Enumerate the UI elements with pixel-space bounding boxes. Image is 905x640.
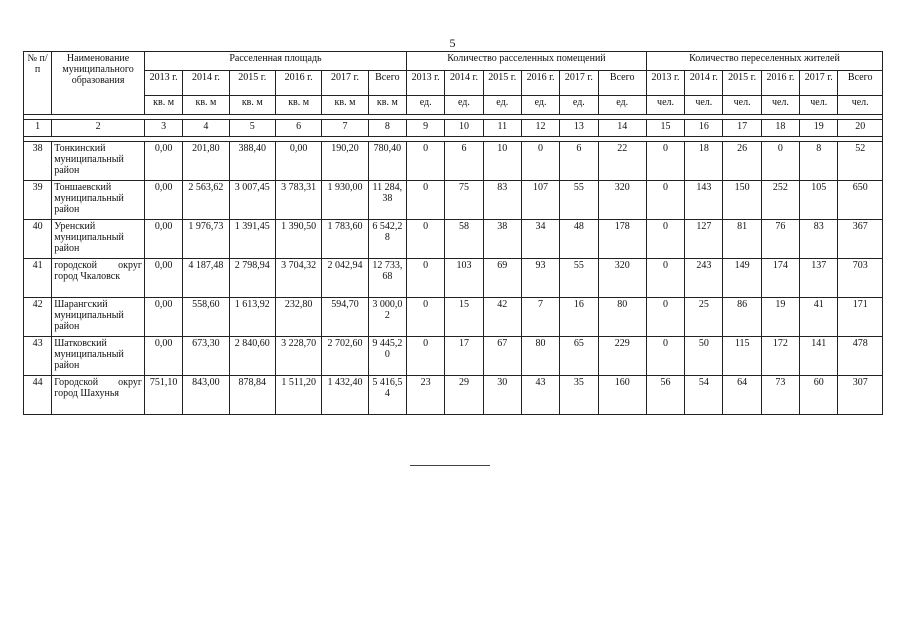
value-cell: 3 783,31 (275, 181, 321, 220)
value-cell: 34 (521, 220, 559, 259)
value-cell: 69 (483, 259, 521, 298)
value-cell: 171 (838, 298, 883, 337)
column-number: 16 (685, 120, 723, 137)
value-cell: 1 783,60 (322, 220, 368, 259)
unit-header: чел. (761, 96, 799, 115)
year-header: Всего (598, 71, 646, 96)
value-cell: 0,00 (275, 142, 321, 181)
value-cell: 0 (407, 259, 445, 298)
unit-header: кв. м (183, 96, 229, 115)
value-cell: 0 (646, 142, 684, 181)
year-header: 2017 г. (560, 71, 598, 96)
value-cell: 64 (723, 376, 761, 415)
value-cell: 478 (838, 337, 883, 376)
value-cell: 0 (407, 220, 445, 259)
column-number: 11 (483, 120, 521, 137)
value-cell: 43 (521, 376, 559, 415)
row-number: 43 (24, 337, 52, 376)
value-cell: 7 (521, 298, 559, 337)
column-number: 6 (275, 120, 321, 137)
row-number: 44 (24, 376, 52, 415)
value-cell: 1 976,73 (183, 220, 229, 259)
page-number: 5 (449, 36, 456, 50)
value-cell: 41 (800, 298, 838, 337)
value-cell: 1 930,00 (322, 181, 368, 220)
value-cell: 320 (598, 259, 646, 298)
unit-header: кв. м (275, 96, 321, 115)
value-cell: 4 187,48 (183, 259, 229, 298)
unit-header: чел. (723, 96, 761, 115)
column-number: 2 (52, 120, 145, 137)
value-cell: 86 (723, 298, 761, 337)
column-number: 4 (183, 120, 229, 137)
value-cell: 127 (685, 220, 723, 259)
value-cell: 160 (598, 376, 646, 415)
table-row (24, 337, 883, 376)
value-cell: 56 (646, 376, 684, 415)
municipality-name: Шатковский муниципальный район (52, 337, 145, 376)
value-cell: 0 (646, 259, 684, 298)
header-rooms: Количество расселенных помещений (407, 52, 647, 71)
value-cell: 594,70 (322, 298, 368, 337)
row-number: 42 (24, 298, 52, 337)
value-cell: 174 (761, 259, 799, 298)
value-cell: 1 511,20 (275, 376, 321, 415)
column-number: 12 (521, 120, 559, 137)
year-header: 2017 г. (322, 71, 368, 96)
value-cell: 0 (407, 142, 445, 181)
value-cell: 73 (761, 376, 799, 415)
unit-header: ед. (407, 96, 445, 115)
value-cell: 22 (598, 142, 646, 181)
table-row (24, 142, 883, 181)
value-cell: 30 (483, 376, 521, 415)
value-cell: 11 284,38 (368, 181, 406, 220)
value-cell: 48 (560, 220, 598, 259)
unit-header: ед. (560, 96, 598, 115)
value-cell: 67 (483, 337, 521, 376)
value-cell: 320 (598, 181, 646, 220)
header-num: № п/п (24, 52, 52, 115)
value-cell: 26 (723, 142, 761, 181)
column-number: 8 (368, 120, 406, 137)
unit-header-row (24, 96, 883, 115)
value-cell: 780,40 (368, 142, 406, 181)
value-cell: 55 (560, 181, 598, 220)
column-number: 13 (560, 120, 598, 137)
row-number: 41 (24, 259, 52, 298)
value-cell: 83 (800, 220, 838, 259)
value-cell: 0 (646, 298, 684, 337)
column-number-row (24, 120, 883, 137)
table-row (24, 298, 883, 337)
row-number: 39 (24, 181, 52, 220)
value-cell: 2 042,94 (322, 259, 368, 298)
header-people: Количество переселенных жителей (646, 52, 882, 71)
value-cell: 178 (598, 220, 646, 259)
year-header: 2013 г. (144, 71, 182, 96)
municipality-name: Городской округ город Шахунья (52, 376, 145, 415)
year-header: 2014 г. (685, 71, 723, 96)
value-cell: 76 (761, 220, 799, 259)
value-cell: 0,00 (144, 181, 182, 220)
group-header-row (24, 52, 883, 71)
value-cell: 29 (445, 376, 483, 415)
value-cell: 673,30 (183, 337, 229, 376)
value-cell: 9 445,20 (368, 337, 406, 376)
value-cell: 3 007,45 (229, 181, 275, 220)
value-cell: 137 (800, 259, 838, 298)
unit-header: кв. м (322, 96, 368, 115)
value-cell: 52 (838, 142, 883, 181)
year-header: 2016 г. (275, 71, 321, 96)
value-cell: 307 (838, 376, 883, 415)
value-cell: 0 (646, 181, 684, 220)
year-header: 2017 г. (800, 71, 838, 96)
value-cell: 6 542,28 (368, 220, 406, 259)
column-number: 19 (800, 120, 838, 137)
unit-header: ед. (483, 96, 521, 115)
year-header: 2014 г. (445, 71, 483, 96)
value-cell: 3 228,70 (275, 337, 321, 376)
value-cell: 5 416,54 (368, 376, 406, 415)
value-cell: 35 (560, 376, 598, 415)
value-cell: 12 733,68 (368, 259, 406, 298)
column-number: 7 (322, 120, 368, 137)
value-cell: 103 (445, 259, 483, 298)
year-header-row (24, 71, 883, 96)
value-cell: 55 (560, 259, 598, 298)
end-divider (410, 465, 490, 466)
value-cell: 2 798,94 (229, 259, 275, 298)
value-cell: 172 (761, 337, 799, 376)
value-cell: 0 (521, 142, 559, 181)
value-cell: 367 (838, 220, 883, 259)
value-cell: 650 (838, 181, 883, 220)
value-cell: 1 391,45 (229, 220, 275, 259)
value-cell: 3 704,32 (275, 259, 321, 298)
value-cell: 54 (685, 376, 723, 415)
value-cell: 10 (483, 142, 521, 181)
value-cell: 1 390,50 (275, 220, 321, 259)
value-cell: 843,00 (183, 376, 229, 415)
value-cell: 2 563,62 (183, 181, 229, 220)
column-number: 14 (598, 120, 646, 137)
column-number: 9 (407, 120, 445, 137)
value-cell: 0,00 (144, 259, 182, 298)
value-cell: 3 000,02 (368, 298, 406, 337)
column-number: 17 (723, 120, 761, 137)
value-cell: 6 (445, 142, 483, 181)
value-cell: 229 (598, 337, 646, 376)
table-row (24, 220, 883, 259)
municipality-name: Уренский муниципальный район (52, 220, 145, 259)
value-cell: 8 (800, 142, 838, 181)
header-name: Наименование муниципального образования (52, 52, 145, 115)
year-header: 2015 г. (723, 71, 761, 96)
value-cell: 6 (560, 142, 598, 181)
unit-header: чел. (838, 96, 883, 115)
value-cell: 23 (407, 376, 445, 415)
year-header: 2014 г. (183, 71, 229, 96)
value-cell: 81 (723, 220, 761, 259)
value-cell: 2 840,60 (229, 337, 275, 376)
value-cell: 0 (646, 220, 684, 259)
row-number: 38 (24, 142, 52, 181)
value-cell: 107 (521, 181, 559, 220)
value-cell: 83 (483, 181, 521, 220)
unit-header: чел. (685, 96, 723, 115)
column-number: 5 (229, 120, 275, 137)
value-cell: 25 (685, 298, 723, 337)
value-cell: 149 (723, 259, 761, 298)
year-header: 2015 г. (483, 71, 521, 96)
value-cell: 1 613,92 (229, 298, 275, 337)
unit-header: чел. (646, 96, 684, 115)
value-cell: 80 (598, 298, 646, 337)
unit-header: кв. м (144, 96, 182, 115)
unit-header: чел. (800, 96, 838, 115)
value-cell: 16 (560, 298, 598, 337)
unit-header: ед. (521, 96, 559, 115)
value-cell: 19 (761, 298, 799, 337)
year-header: 2013 г. (407, 71, 445, 96)
header-area: Расселенная площадь (144, 52, 406, 71)
value-cell: 0 (407, 337, 445, 376)
column-number: 10 (445, 120, 483, 137)
value-cell: 1 432,40 (322, 376, 368, 415)
value-cell: 80 (521, 337, 559, 376)
value-cell: 0 (646, 337, 684, 376)
value-cell: 65 (560, 337, 598, 376)
value-cell: 42 (483, 298, 521, 337)
municipality-name: городской округ город Чкаловск (52, 259, 145, 298)
value-cell: 243 (685, 259, 723, 298)
column-number: 18 (761, 120, 799, 137)
value-cell: 201,80 (183, 142, 229, 181)
table-row (24, 376, 883, 415)
value-cell: 15 (445, 298, 483, 337)
unit-header: ед. (445, 96, 483, 115)
year-header: Всего (838, 71, 883, 96)
municipality-name: Тоншаевский муниципальный район (52, 181, 145, 220)
value-cell: 143 (685, 181, 723, 220)
value-cell: 751,10 (144, 376, 182, 415)
value-cell: 150 (723, 181, 761, 220)
unit-header: ед. (598, 96, 646, 115)
resettlement-table (23, 51, 883, 415)
value-cell: 50 (685, 337, 723, 376)
value-cell: 703 (838, 259, 883, 298)
value-cell: 141 (800, 337, 838, 376)
value-cell: 38 (483, 220, 521, 259)
municipality-name: Шарангский муниципальный район (52, 298, 145, 337)
value-cell: 0 (407, 181, 445, 220)
value-cell: 878,84 (229, 376, 275, 415)
value-cell: 105 (800, 181, 838, 220)
value-cell: 190,20 (322, 142, 368, 181)
value-cell: 232,80 (275, 298, 321, 337)
value-cell: 0,00 (144, 220, 182, 259)
value-cell: 17 (445, 337, 483, 376)
value-cell: 18 (685, 142, 723, 181)
year-header: 2013 г. (646, 71, 684, 96)
value-cell: 0,00 (144, 298, 182, 337)
row-number: 40 (24, 220, 52, 259)
value-cell: 0,00 (144, 142, 182, 181)
municipality-name: Тонкинский муниципальный район (52, 142, 145, 181)
value-cell: 252 (761, 181, 799, 220)
column-number: 20 (838, 120, 883, 137)
value-cell: 0,00 (144, 337, 182, 376)
table-row (24, 181, 883, 220)
column-number: 3 (144, 120, 182, 137)
value-cell: 388,40 (229, 142, 275, 181)
unit-header: кв. м (368, 96, 406, 115)
value-cell: 75 (445, 181, 483, 220)
value-cell: 2 702,60 (322, 337, 368, 376)
year-header: 2015 г. (229, 71, 275, 96)
value-cell: 93 (521, 259, 559, 298)
value-cell: 60 (800, 376, 838, 415)
value-cell: 0 (407, 298, 445, 337)
value-cell: 115 (723, 337, 761, 376)
table-row (24, 259, 883, 298)
value-cell: 0 (761, 142, 799, 181)
column-number: 1 (24, 120, 52, 137)
year-header: Всего (368, 71, 406, 96)
value-cell: 58 (445, 220, 483, 259)
unit-header: кв. м (229, 96, 275, 115)
column-number: 15 (646, 120, 684, 137)
year-header: 2016 г. (761, 71, 799, 96)
value-cell: 558,60 (183, 298, 229, 337)
year-header: 2016 г. (521, 71, 559, 96)
